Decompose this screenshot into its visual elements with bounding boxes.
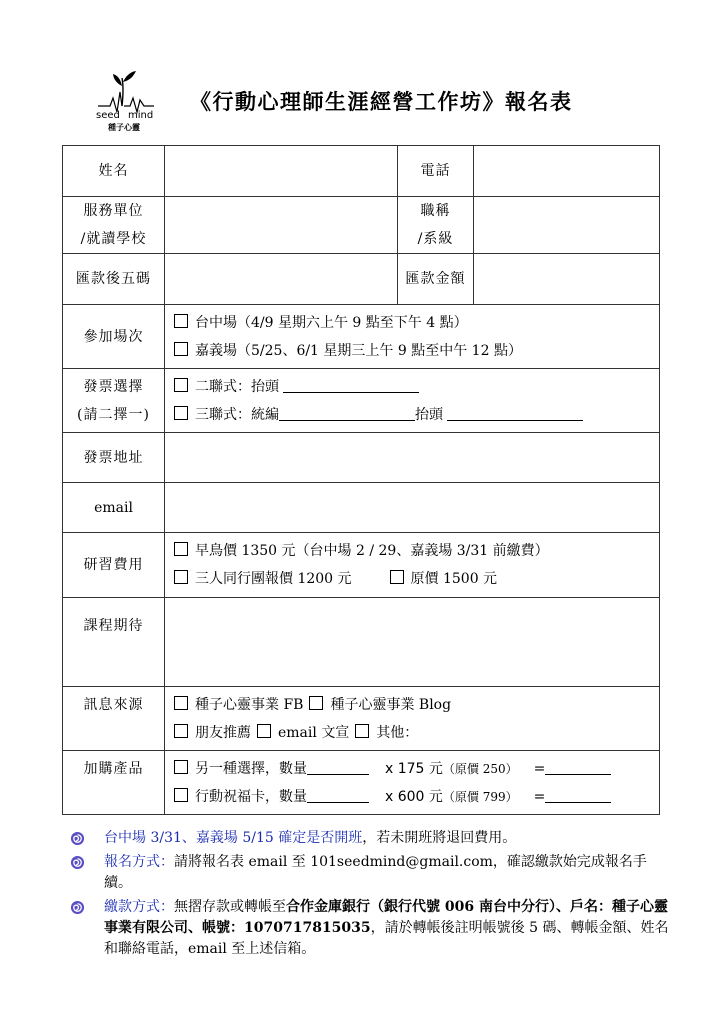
row-address [63,433,660,483]
invoice-label-line1: 發票選擇 [83,378,144,395]
source-row-2 [174,719,659,747]
addon-option-2[interactable] [174,783,659,811]
checkbox-empty-icon[interactable] [174,696,188,710]
invoice-opt2a-text: 三聯式：統編 [195,406,279,423]
seed-mind-logo [94,68,158,138]
invoice-title-blank[interactable] [283,377,419,393]
address-field[interactable] [165,433,660,483]
checkbox-empty-icon[interactable] [309,696,323,710]
addon-1-qty-blank[interactable] [307,759,369,775]
source-friend-text: 朋友推薦 [195,724,251,741]
addon-1-orig: （原價 250） [442,761,518,776]
invoice-label-line2: (請二擇一) [77,406,150,423]
checkbox-empty-icon[interactable] [174,542,188,556]
fee-group-text: 三人同行團報價 1200 元 [195,571,352,587]
sprout-logo-icon [94,68,158,122]
row-unit-job [63,197,660,254]
source-other-text: 其他： [376,724,419,741]
checkbox-empty-icon[interactable] [174,724,188,738]
phone-label: 電話 [398,146,474,197]
addon-2-orig: （原價 799） [442,789,518,804]
invoice-options [165,369,660,433]
fee-original-text: 原價 1500 元 [410,571,498,587]
row-source [63,687,660,751]
expect-label: 課程期待 [63,598,165,687]
checkbox-empty-icon[interactable] [355,724,369,738]
job-label-line2: /系級 [417,231,454,247]
note-register-label: 報名方式： [104,854,174,870]
email-label: email [63,483,165,533]
expect-field[interactable] [165,598,660,687]
addon-2-equals: = [533,788,546,805]
addon-options [165,751,660,815]
notes-section [70,828,670,963]
phone-field[interactable] [474,146,660,197]
row-expectation [63,598,660,687]
remit-code-field[interactable] [165,254,398,305]
addon-option-1[interactable] [174,755,659,783]
address-label: 發票地址 [63,433,165,483]
session-option-taichung[interactable] [174,309,659,337]
checkbox-empty-icon[interactable] [174,342,188,356]
spiral-bullet-icon [70,855,85,870]
checkbox-empty-icon[interactable] [257,724,271,738]
row-invoice [63,369,660,433]
addon-2-total-blank[interactable] [545,787,611,803]
source-email-text: email 文宣 [278,724,350,741]
checkbox-empty-icon[interactable] [174,570,188,584]
invoice-opt1-text: 二聯式：抬頭 [195,378,279,395]
note-payment-text-a: 無摺存款或轉帳至 [174,899,286,915]
row-session [63,305,660,369]
fee-option-group[interactable] [174,571,352,587]
note-confirm-rest: ，若未開班將退回費用。 [362,830,517,846]
source-label: 訊息來源 [63,687,165,751]
invoice-label [63,369,165,433]
source-row-1 [174,691,659,719]
note-register [70,852,670,894]
remit-code-label: 匯款後五碼 [63,254,165,305]
fee-option-group-row [174,565,659,593]
row-fee [63,533,660,598]
checkbox-empty-icon[interactable] [174,406,188,420]
fee-option-early[interactable] [174,537,659,565]
note-payment-label: 繳款方式： [104,899,174,915]
note-confirm [70,828,670,849]
addon-1-equals: = [533,760,546,777]
checkbox-empty-icon[interactable] [174,314,188,328]
session-option-chiayi[interactable] [174,337,659,365]
remit-amount-field[interactable] [474,254,660,305]
note-payment [70,897,670,960]
logo-word-mind: mind [128,110,154,121]
invoice-option-three-part[interactable] [174,401,659,429]
name-field[interactable] [165,146,398,197]
remit-amount-label: 匯款金額 [398,254,474,305]
spiral-bullet-icon [70,900,85,915]
fee-option-original[interactable] [390,571,498,587]
invoice-option-two-part[interactable] [174,373,659,401]
logo-word-seed: seed [96,110,120,121]
row-addon [63,751,660,815]
source-blog-text: 種子心靈事業 Blog [330,696,452,713]
addon-1-total-blank[interactable] [545,759,611,775]
session-options [165,305,660,369]
spiral-bullet-icon [70,831,85,846]
checkbox-empty-icon[interactable] [174,788,188,802]
note-payment-text-b: ，請於轉帳後註明帳號後 5 碼、轉帳金額、姓名和聯絡電話，email 至上述信箱。 [104,920,669,957]
source-options [165,687,660,751]
source-option-fb[interactable] [174,697,303,713]
session-label: 參加場次 [63,305,165,369]
fee-early-text: 早鳥價 1350 元（台中場 2 / 29、嘉義場 3/31 前繳費） [195,543,549,559]
unit-label [63,197,165,254]
checkbox-empty-icon[interactable] [174,378,188,392]
row-remit [63,254,660,305]
session-option-chiayi-text: 嘉義場（5/25、6/1 星期三上午 9 點至中午 12 點） [195,342,522,359]
logo-chinese-name: 種子心靈 [108,123,140,132]
addon-label: 加購產品 [63,751,165,815]
unit-field[interactable] [165,197,398,254]
job-field[interactable] [474,197,660,254]
note-payment-bank: 合作金庫銀行（銀行代號 006 南台中分行）、戶名：種子心靈事業有限公司、帳號：1070717815035 [104,899,668,936]
addon-1-text: 另一種選擇，數量 [195,760,307,777]
checkbox-empty-icon[interactable] [390,570,404,584]
form-title: 《行動心理師生涯經營工作坊》報名表 [190,89,573,114]
addon-1-price: x 175 元 [385,760,443,777]
checkbox-empty-icon[interactable] [174,760,188,774]
fee-label: 研習費用 [63,533,165,598]
tax-id-blank[interactable] [279,405,415,421]
note-confirm-blue: 台中場 3/31、嘉義場 5/15 確定是否開班 [104,830,363,846]
note-register-text: 請將報名表 email 至 101seedmind@gmail.com，確認繳款始完成報名手續。 [104,854,647,891]
source-fb-text: 種子心靈事業 FB [195,696,304,713]
row-email [63,483,660,533]
registration-form-table [62,145,660,815]
email-field[interactable] [165,483,660,533]
addon-2-qty-blank[interactable] [307,787,369,803]
job-label-line1: 職稱 [420,203,451,219]
session-option-taichung-text: 台中場（4/9 星期六上午 9 點至下午 4 點） [195,314,468,331]
addon-2-price: x 600 元 [385,788,443,805]
fee-options [165,533,660,598]
unit-label-line1: 服務單位 [83,203,144,219]
row-name-phone [63,146,660,197]
addon-2-text: 行動祝福卡，數量 [195,788,307,805]
name-label: 姓名 [63,146,165,197]
invoice-title-blank-2[interactable] [447,405,583,421]
job-label [398,197,474,254]
unit-label-line2: /就讀學校 [80,231,147,247]
invoice-opt2b-text: 抬頭 [415,406,443,423]
